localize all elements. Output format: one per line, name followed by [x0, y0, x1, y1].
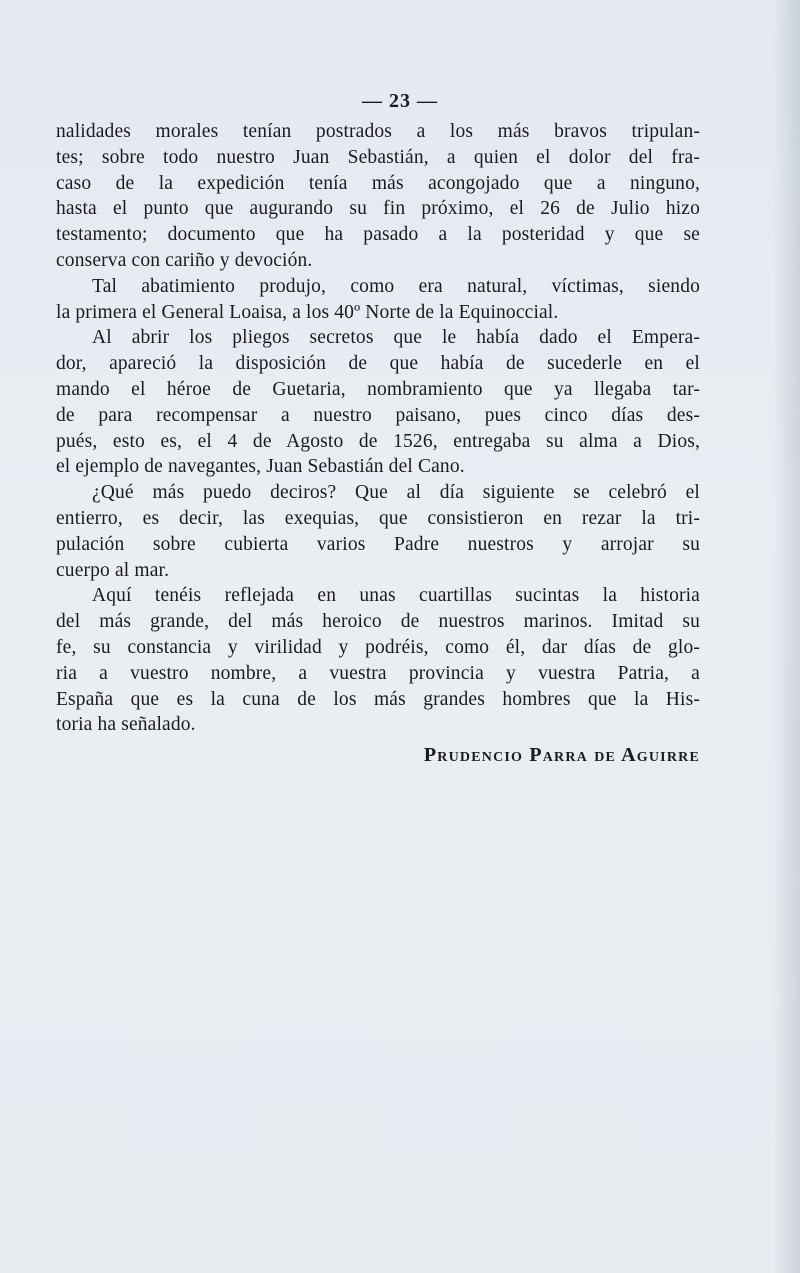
text-line: mando el héroe de Guetaria, nombramiento que ya llegaba tar-: [56, 378, 700, 400]
text-line: pulación sobre cubierta varios Padre nuestros y arrojar su: [56, 533, 700, 555]
text-line: dor, apareció la disposición de que había de sucederle en el: [56, 353, 700, 375]
text-line: caso de la expedición tenía más acongojado que a ninguno,: [56, 172, 700, 194]
text-line: la primera el General Loaisa, a los 40º Norte de la Equinoccial.: [56, 301, 559, 323]
text-line: del más grande, del más heroico de nuestros marinos. Imitad su: [56, 611, 700, 633]
page-edge-shadow: [772, 0, 800, 1273]
text-line: fe, su constancia y virilidad y podréis, como él, dar días de glo-: [56, 636, 700, 658]
text-line: toria ha señalado.: [56, 714, 196, 736]
text-line: de para recompensar a nuestro paisano, pues cinco días des-: [56, 404, 700, 426]
text-line: Aquí tenéis reflejada en unas cuartillas sucintas la historia: [92, 585, 700, 607]
text-line: nalidades morales tenían postrados a los más bravos tripulan-: [56, 121, 700, 142]
author-signature: Prudencio Parra de Aguirre: [423, 744, 700, 766]
text-line: hasta el punto que augurando su fin próximo, el 26 de Julio hizo: [56, 198, 700, 220]
text-line: tes; sobre todo nuestro Juan Sebastián, a quien el dolor del fra-: [56, 146, 700, 168]
text-line: pués, esto es, el 4 de Agosto de 1526, entregaba su alma a Dios,: [56, 430, 700, 452]
text-line: ria a vuestro nombre, a vuestra provincia y vuestra Patria, a: [56, 662, 700, 684]
text-line: ¿Qué más puedo deciros? Que al día siguiente se celebró el: [92, 482, 700, 504]
text-line: Al abrir los pliegos secretos que le había dado el Empera-: [92, 327, 700, 349]
body-text: [56, 119, 700, 738]
page-number: — 23 —: [362, 90, 438, 112]
text-line: España que es la cuna de los más grandes hombres que la His-: [56, 688, 700, 710]
text-line: Tal abatimiento produjo, como era natural, víctimas, siendo: [92, 275, 700, 297]
text-line: testamento; documento que ha pasado a la posteridad y que se: [56, 224, 700, 246]
text-line: conserva con cariño y devoción.: [56, 249, 313, 271]
text-line: el ejemplo de navegantes, Juan Sebastián del Cano.: [56, 456, 465, 478]
text-line: entierro, es decir, las exequias, que consistieron en rezar la tri-: [56, 507, 700, 529]
text-line: cuerpo al mar.: [56, 559, 170, 581]
